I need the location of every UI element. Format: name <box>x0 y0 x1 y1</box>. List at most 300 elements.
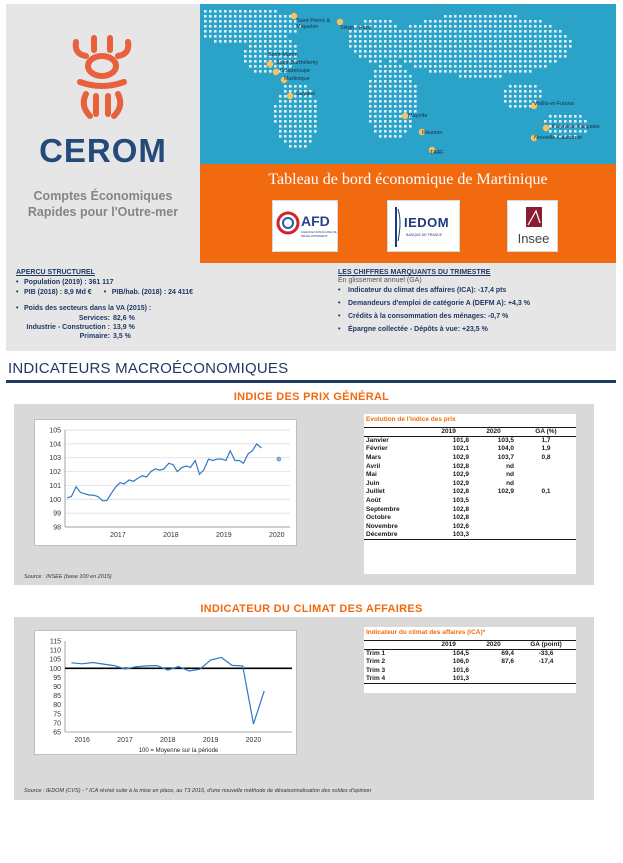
map-dot <box>264 20 267 23</box>
map-dot <box>494 15 497 18</box>
highlight-item: • Crédits à la consommation des ménages: -0,7 % <box>338 312 608 322</box>
map-dot <box>399 75 402 78</box>
map-dot <box>394 135 397 138</box>
map-dot <box>314 100 317 103</box>
map-dot <box>389 130 392 133</box>
map-dot <box>349 35 352 38</box>
map-dot <box>214 35 217 38</box>
table-row <box>364 522 576 531</box>
map-dot <box>479 25 482 28</box>
partner-logos <box>200 195 616 263</box>
map-dot <box>449 15 452 18</box>
map-dot <box>489 40 492 43</box>
map-dot <box>534 20 537 23</box>
map-dot <box>554 130 557 133</box>
table-row <box>364 531 576 540</box>
map-dot <box>369 90 372 93</box>
map-dot <box>414 45 417 48</box>
table-cell: 101,3 <box>426 675 471 684</box>
map-dot <box>424 45 427 48</box>
map-dot <box>284 35 287 38</box>
sector-row: Industrie - Construction : 13,9 % <box>26 324 135 331</box>
map-dot <box>384 90 387 93</box>
map-dot <box>489 45 492 48</box>
map-dot <box>294 30 297 33</box>
map-dot <box>474 40 477 43</box>
map-dot <box>284 130 287 133</box>
map-dot <box>519 25 522 28</box>
map-dot <box>524 95 527 98</box>
map-dot <box>359 50 362 53</box>
map-dot <box>419 45 422 48</box>
map-dot <box>419 55 422 58</box>
map-dot <box>229 10 232 13</box>
map-dot <box>439 70 442 73</box>
map-dot <box>379 95 382 98</box>
map-dot <box>389 75 392 78</box>
map-dot <box>389 50 392 53</box>
map-dot <box>384 85 387 88</box>
afd-logo <box>272 200 338 252</box>
map-dot <box>504 40 507 43</box>
y-tick-label: 115 <box>49 638 61 646</box>
map-dot <box>509 95 512 98</box>
map-dot <box>414 25 417 28</box>
map-dot <box>514 35 517 38</box>
map-dot <box>429 25 432 28</box>
map-dot <box>429 65 432 68</box>
map-dot <box>409 30 412 33</box>
map-dot <box>499 60 502 63</box>
table-cell <box>471 522 516 531</box>
map-dot <box>514 105 517 108</box>
table-cell <box>516 522 576 531</box>
map-dot <box>469 15 472 18</box>
map-dot <box>379 25 382 28</box>
map-dot <box>399 70 402 73</box>
table-cell <box>471 675 516 684</box>
map-dot <box>374 115 377 118</box>
map-dot <box>439 45 442 48</box>
map-dot <box>554 35 557 38</box>
map-dot <box>299 85 302 88</box>
map-dot <box>489 30 492 33</box>
map-dot <box>434 35 437 38</box>
map-dot <box>309 125 312 128</box>
map-dot <box>414 95 417 98</box>
highlight-item: • Épargne collectée - Dépôts à vue: +23,5 % <box>338 325 608 335</box>
map-dot <box>479 15 482 18</box>
table-cell: Août <box>366 496 381 504</box>
map-dot <box>299 120 302 123</box>
map-dot <box>419 60 422 63</box>
map-dot <box>474 45 477 48</box>
y-tick-label: 100 <box>49 496 61 504</box>
table-cell: 104,0 <box>497 445 515 453</box>
highlight-item: • Indicateur du climat des affaires (ICA): -17,4 pts <box>338 286 608 296</box>
map-dot <box>399 30 402 33</box>
map-dot <box>304 130 307 133</box>
map-dot <box>374 110 377 113</box>
map-dot <box>384 25 387 28</box>
map-dot <box>479 55 482 58</box>
map-location-marker <box>267 61 273 67</box>
map-dot <box>454 25 457 28</box>
map-dot <box>469 50 472 53</box>
map-dot <box>259 10 262 13</box>
table-cell: nd <box>506 479 515 487</box>
key-figures-band <box>6 263 616 351</box>
map-dot <box>504 30 507 33</box>
map-dot <box>279 100 282 103</box>
map-dot <box>414 100 417 103</box>
map-dot <box>309 100 312 103</box>
map-dot <box>309 115 312 118</box>
map-location-marker <box>273 69 279 75</box>
map-dot <box>464 45 467 48</box>
dashboard-title: Tableau de bord économique de Martinique <box>200 164 616 195</box>
map-dot <box>389 85 392 88</box>
map-dot <box>369 85 372 88</box>
map-dot <box>499 35 502 38</box>
map-dot <box>534 45 537 48</box>
map-dot <box>459 40 462 43</box>
map-dot <box>554 115 557 118</box>
map-dot <box>419 25 422 28</box>
map-dot <box>439 50 442 53</box>
map-dot <box>439 30 442 33</box>
map-dot <box>244 60 247 63</box>
map-dot <box>544 35 547 38</box>
map-dot <box>529 65 532 68</box>
map-dot <box>299 125 302 128</box>
map-dot <box>274 105 277 108</box>
map-dot <box>499 25 502 28</box>
map-dot <box>289 120 292 123</box>
table-header-row <box>364 641 576 650</box>
map-dot <box>514 20 517 23</box>
x-tick-label: 2018 <box>163 532 179 539</box>
map-dot <box>409 85 412 88</box>
map-dot <box>539 20 542 23</box>
map-dot <box>294 110 297 113</box>
map-dot <box>254 60 257 63</box>
map-dot <box>274 30 277 33</box>
table-cell: 101,8 <box>452 437 470 445</box>
map-dot <box>484 35 487 38</box>
map-dot <box>224 40 227 43</box>
map-dot <box>494 75 497 78</box>
map-dot <box>384 45 387 48</box>
map-dot <box>354 40 357 43</box>
map-dot <box>529 40 532 43</box>
map-dot <box>369 95 372 98</box>
map-dot <box>394 45 397 48</box>
map-dot <box>374 20 377 23</box>
map-dot <box>399 120 402 123</box>
map-dot <box>524 50 527 53</box>
map-dot <box>374 125 377 128</box>
map-dot <box>314 120 317 123</box>
map-dot <box>494 70 497 73</box>
map-dot <box>524 90 527 93</box>
map-dot <box>399 50 402 53</box>
map-dot <box>379 35 382 38</box>
map-dot <box>379 60 382 63</box>
map-dot <box>409 40 412 43</box>
map-dot <box>489 75 492 78</box>
map-dot <box>534 55 537 58</box>
map-dot <box>254 65 257 68</box>
cerom-logo-icon <box>66 32 138 122</box>
map-dot <box>239 20 242 23</box>
map-dot <box>559 45 562 48</box>
map-dot <box>284 135 287 138</box>
map-dot <box>514 70 517 73</box>
map-dot <box>374 25 377 28</box>
map-dot <box>279 15 282 18</box>
table-row <box>364 454 576 463</box>
map-dot <box>294 120 297 123</box>
prices-table-grid <box>364 427 576 540</box>
map-dot <box>369 40 372 43</box>
map-dot <box>404 75 407 78</box>
map-dot <box>404 85 407 88</box>
map-dot <box>574 130 577 133</box>
map-dot <box>269 10 272 13</box>
table-cell: Novembre <box>366 522 398 530</box>
map-dot <box>459 35 462 38</box>
map-dot <box>549 45 552 48</box>
map-dot <box>399 130 402 133</box>
map-dot <box>449 40 452 43</box>
prices-table-title: Evolution de l'indice des prix <box>366 416 456 423</box>
map-dot <box>269 70 272 73</box>
map-dot <box>449 55 452 58</box>
map-dot <box>479 35 482 38</box>
map-dot <box>379 65 382 68</box>
map-dot <box>449 65 452 68</box>
map-dot <box>239 25 242 28</box>
map-dot <box>509 60 512 63</box>
map-dot <box>539 25 542 28</box>
map-dot <box>414 105 417 108</box>
map-dot <box>539 65 542 68</box>
y-tick-label: 75 <box>53 711 61 719</box>
map-dot <box>274 45 277 48</box>
data-point <box>277 457 281 461</box>
table-row <box>364 437 576 446</box>
y-tick-label: 100 <box>49 665 61 673</box>
map-dot <box>299 110 302 113</box>
map-dot <box>544 60 547 63</box>
map-dot <box>489 60 492 63</box>
map-dot <box>314 105 317 108</box>
map-dot <box>404 130 407 133</box>
map-dot <box>284 40 287 43</box>
map-dot <box>514 55 517 58</box>
map-dot <box>229 25 232 28</box>
map-dot <box>244 35 247 38</box>
table-row <box>364 445 576 454</box>
table-cell: 0,1 <box>541 488 551 496</box>
map-dot <box>304 120 307 123</box>
quarter-highlights-title: LES CHIFFRES MARQUANTS DU TRIMESTRE <box>338 269 491 276</box>
map-dot <box>394 110 397 113</box>
map-dot <box>384 95 387 98</box>
map-dot <box>464 65 467 68</box>
table-header-cell: 2020 <box>471 428 516 437</box>
iedom-subtitle: BANQUE DE FRANCE <box>406 233 442 237</box>
map-dot <box>289 115 292 118</box>
map-dot <box>549 60 552 63</box>
table-cell: nd <box>506 462 515 470</box>
map-dot <box>449 50 452 53</box>
map-dot <box>469 30 472 33</box>
map-dot <box>289 100 292 103</box>
map-dot <box>384 40 387 43</box>
map-dot <box>279 130 282 133</box>
map-dot <box>279 20 282 23</box>
map-dot <box>474 20 477 23</box>
map-dot <box>384 130 387 133</box>
map-dot <box>264 35 267 38</box>
table-cell: Janvier <box>366 437 389 445</box>
map-dot <box>369 45 372 48</box>
map-dot <box>509 20 512 23</box>
map-dot <box>549 55 552 58</box>
map-dot <box>364 50 367 53</box>
map-dot <box>559 120 562 123</box>
map-dot <box>529 85 532 88</box>
map-dot <box>279 125 282 128</box>
map-dot <box>529 95 532 98</box>
map-dot <box>314 130 317 133</box>
map-dot <box>529 50 532 53</box>
map-dot <box>524 40 527 43</box>
map-dot <box>524 70 527 73</box>
map-dot <box>369 55 372 58</box>
map-dot <box>409 125 412 128</box>
map-dot <box>529 20 532 23</box>
map-dot <box>259 50 262 53</box>
map-dot <box>279 120 282 123</box>
table-cell: Juillet <box>366 488 385 496</box>
map-dot <box>414 90 417 93</box>
map-dot <box>369 60 372 63</box>
map-dot <box>524 20 527 23</box>
map-dot <box>454 70 457 73</box>
map-dot <box>389 35 392 38</box>
map-dot <box>314 110 317 113</box>
map-dot <box>454 65 457 68</box>
table-cell <box>516 514 576 523</box>
map-label: Wallis-et-Futuna <box>534 101 574 107</box>
map-dot <box>569 120 572 123</box>
map-dot <box>394 90 397 93</box>
map-dot <box>214 25 217 28</box>
map-label: TAAF <box>430 150 444 156</box>
map-dot <box>544 25 547 28</box>
map-dot <box>384 75 387 78</box>
map-dot <box>399 110 402 113</box>
map-dot <box>504 35 507 38</box>
table-cell: 102,8 <box>452 488 470 496</box>
map-dot <box>484 20 487 23</box>
map-dot <box>249 45 252 48</box>
map-dot <box>424 65 427 68</box>
map-dot <box>284 115 287 118</box>
map-dot <box>549 115 552 118</box>
table-cell: 102,9 <box>497 488 515 496</box>
map-dot <box>574 120 577 123</box>
map-dot <box>249 65 252 68</box>
map-dot <box>289 40 292 43</box>
y-tick-label: 98 <box>53 524 61 532</box>
table-cell: -17,4 <box>538 658 554 666</box>
map-dot <box>224 15 227 18</box>
map-dot <box>384 100 387 103</box>
map-dot <box>504 100 507 103</box>
table-cell: 69,4 <box>501 650 515 658</box>
map-dot <box>519 60 522 63</box>
map-dot <box>299 135 302 138</box>
map-dot <box>434 55 437 58</box>
map-dot <box>424 55 427 58</box>
map-dot <box>444 20 447 23</box>
table-cell <box>516 471 576 480</box>
map-dot <box>399 65 402 68</box>
map-dot <box>404 45 407 48</box>
map-dot <box>419 65 422 68</box>
map-dot <box>294 105 297 108</box>
map-dot <box>449 35 452 38</box>
map-dot <box>409 75 412 78</box>
table-cell: Février <box>366 445 388 453</box>
map-dot <box>234 35 237 38</box>
y-tick-label: 80 <box>53 702 61 710</box>
map-dot <box>384 30 387 33</box>
map-dot <box>409 105 412 108</box>
map-dot <box>404 35 407 38</box>
map-dot <box>274 10 277 13</box>
map-dot <box>504 95 507 98</box>
map-dot <box>379 30 382 33</box>
map-dot <box>254 35 257 38</box>
map-dot <box>394 70 397 73</box>
map-dot <box>274 115 277 118</box>
map-dot <box>224 25 227 28</box>
map-dot <box>304 100 307 103</box>
map-dot <box>454 60 457 63</box>
map-dot <box>454 55 457 58</box>
map-dot <box>269 40 272 43</box>
map-dot <box>544 45 547 48</box>
map-dot <box>394 40 397 43</box>
map-dot <box>369 120 372 123</box>
map-dot <box>399 135 402 138</box>
map-dot <box>414 55 417 58</box>
pib-figures <box>16 288 326 298</box>
map-dot <box>394 55 397 58</box>
map-dot <box>389 80 392 83</box>
map-dot <box>444 70 447 73</box>
map-dot <box>494 65 497 68</box>
map-dot <box>404 105 407 108</box>
table-cell: Avril <box>366 462 381 470</box>
map-dot <box>234 30 237 33</box>
map-dot <box>564 120 567 123</box>
